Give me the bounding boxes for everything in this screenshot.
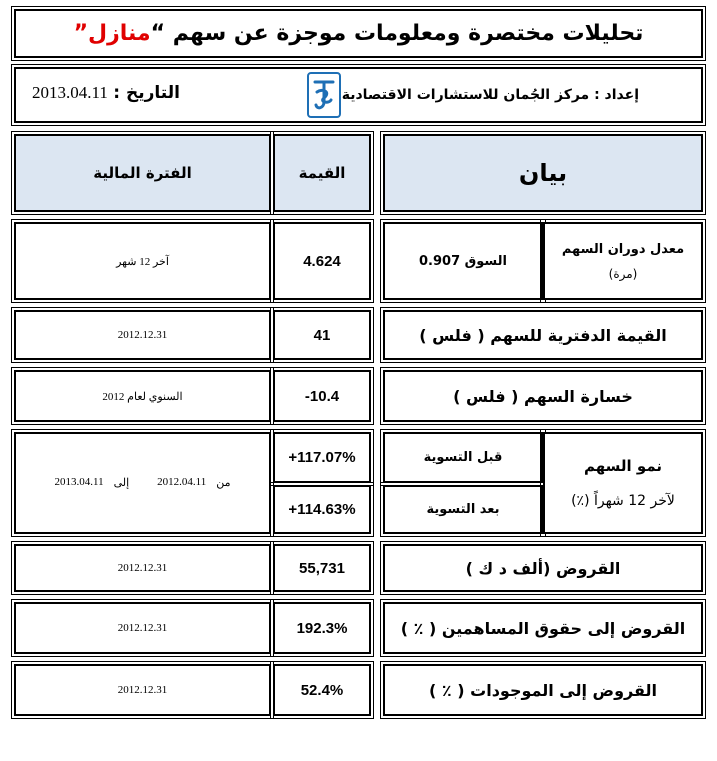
row-loans-equity-period: 2012.12.31 [14, 602, 271, 654]
prepared-by: إعداد : مركز الجُمان للاستشارات الاقتصادية [341, 87, 639, 103]
row-growth-after-label: بعد التسوية [383, 485, 543, 534]
row-growth-label-line2: لآخر 12 شهراً (٪) [571, 493, 675, 509]
row-growth-period [14, 432, 271, 534]
growth-from-label: من [216, 477, 231, 489]
row-loss-period: السنوي لعام 2012 [14, 370, 271, 422]
date-label: التاريخ : [113, 83, 180, 103]
row-growth-label: نمو السهم [583, 457, 663, 475]
date-value: 2013.04.11 [32, 83, 108, 102]
growth-from-date: 2012.04.11 [157, 476, 207, 488]
date-block [32, 83, 180, 103]
row-loans-equity-value: 192.3% [273, 602, 371, 654]
row-loans-assets-value: 52.4% [273, 664, 371, 716]
row-turnover-value: 4.624 [273, 222, 371, 300]
aljuman-logo-icon [307, 72, 341, 118]
report-title [14, 9, 703, 58]
col-header-statement: بيان [383, 134, 703, 212]
row-turnover-market-text: السوق 0.907 [419, 253, 507, 269]
row-loans-label: القروض (ألف د ك ) [383, 544, 703, 592]
title-prefix: تحليلات مختصرة ومعلومات موجزة عن سهم “ [150, 21, 644, 46]
col-header-period: الفترة المالية [14, 134, 271, 212]
row-loans-assets-label: القروض إلى الموجودات ( ٪ ) [383, 664, 703, 716]
row-loans-period: 2012.12.31 [14, 544, 271, 592]
title-stock-name: منازل [88, 21, 151, 46]
row-turnover-period: آخر 12 شهر [14, 222, 271, 300]
row-loans-value: 55,731 [273, 544, 371, 592]
growth-to-date: 2013.04.11 [54, 476, 104, 488]
row-loss-label: خسارة السهم ( فلس ) [383, 370, 703, 422]
title-suffix: ” [73, 21, 89, 46]
col-header-value: القيمة [273, 134, 371, 212]
growth-period-line [16, 476, 269, 489]
row-growth-before-value: +117.07% [273, 432, 371, 483]
row-growth-after-value: +114.63% [273, 485, 371, 534]
row-growth-label-cell [543, 432, 703, 534]
row-turnover-unit: (مرة) [608, 266, 638, 281]
row-turnover-label-cell [543, 222, 703, 300]
row-bookvalue-period: 2012.12.31 [14, 310, 271, 360]
row-loans-equity-label: القروض إلى حقوق المساهمين ( ٪ ) [383, 602, 703, 654]
row-turnover-market [383, 222, 543, 300]
row-loans-assets-period: 2012.12.31 [14, 664, 271, 716]
row-turnover-label: معدل دوران السهم [561, 241, 685, 257]
growth-to-label: إلى [113, 477, 130, 489]
info-bar [14, 67, 703, 123]
row-bookvalue-label: القيمة الدفترية للسهم ( فلس ) [383, 310, 703, 360]
row-growth-before-label: قبل التسوية [383, 432, 543, 483]
row-bookvalue-value: 41 [273, 310, 371, 360]
row-loss-value: -10.4 [273, 370, 371, 422]
